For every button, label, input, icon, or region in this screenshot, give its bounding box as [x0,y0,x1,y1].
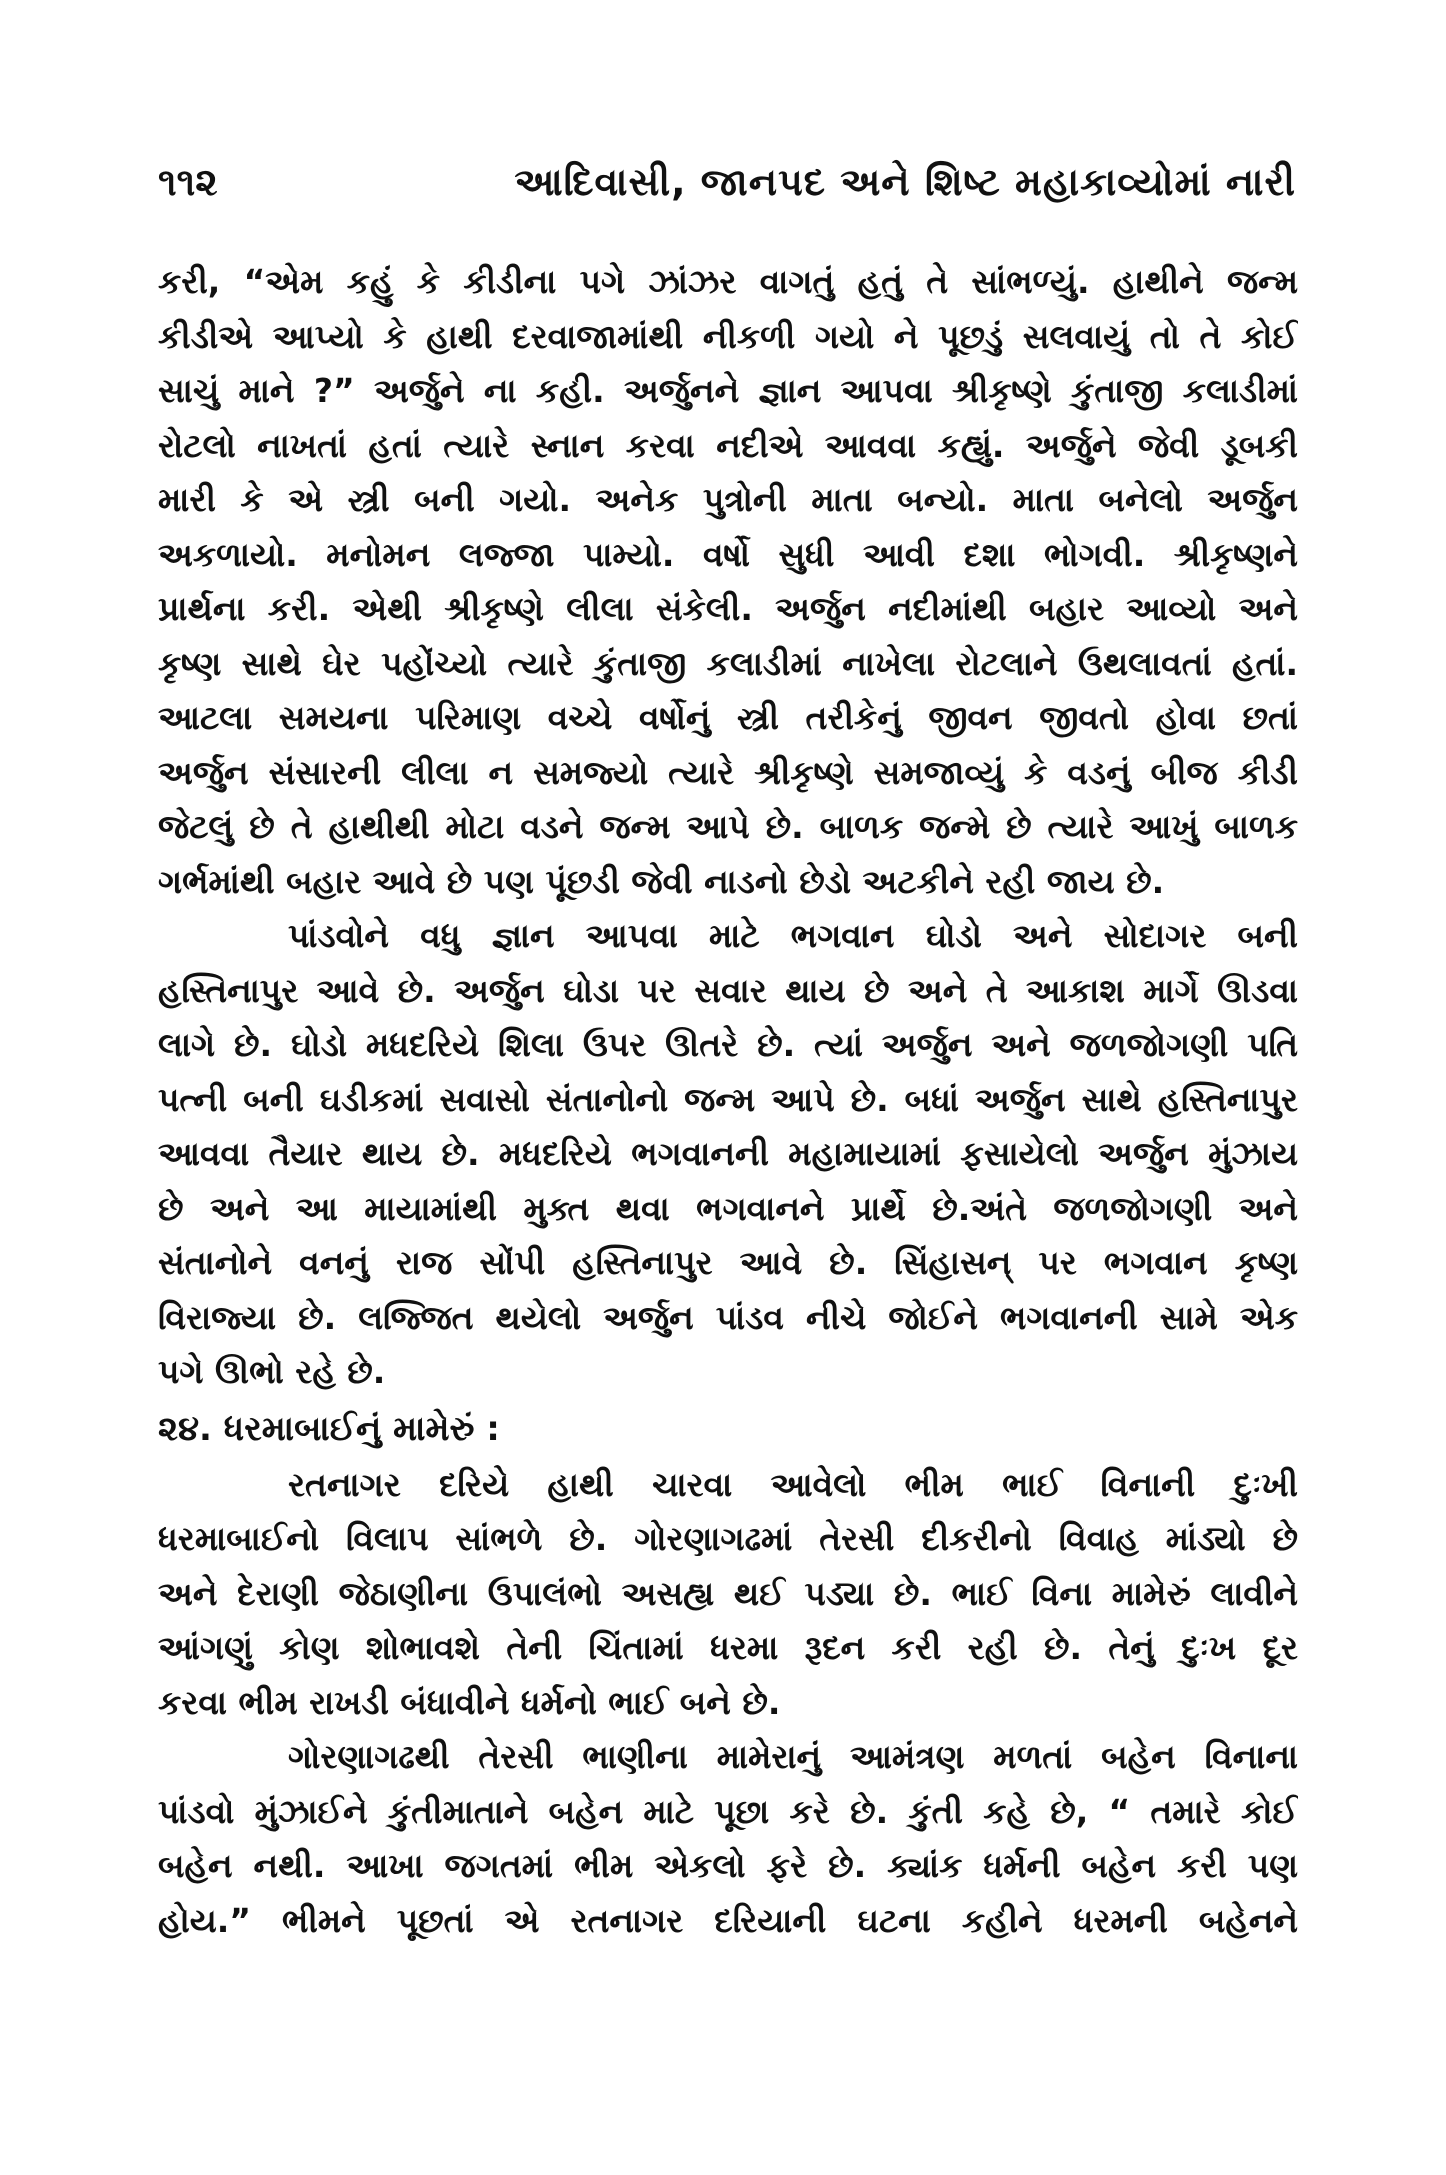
text-line: આટલા સમયના પરિમાણ વચ્ચે વર્ષોનું સ્ત્રી તરીકેનું જીવન જીવતો હોવા છતાં [158,698,1298,737]
text-line: પત્ની બની ઘડીકમાં સવાસો સંતાનોનો જન્મ આપે છે. બધાં અર્જુન સાથે હસ્તિનાપુર [158,1079,1298,1119]
page-header [158,160,1296,220]
text-line: વિરાજ્યા છે. લજ્જિત થયેલો અર્જુન પાંડવ નીચે જોઈને ભગવાનની સામે એક [158,1297,1298,1337]
text-line: બહેન નથી. આખા જગતમાં ભીમ એકલો ફરે છે. ક્યાંક ધર્મની બહેન કરી પણ [158,1846,1298,1885]
text-line: પ્રાર્થના કરી. એથી શ્રીકૃષ્ણે લીલા સંકેલી. અર્જુન નદીમાંથી બહાર આવ્યો અને [158,589,1298,628]
text-line: મારી કે એ સ્ત્રી બની ગયો. અનેક પુત્રોની માતા બન્યો. માતા બનેલો અર્જુન [158,480,1298,519]
text-line: ગર્ભમાંથી બહાર આવે છે પણ પૂંછડી જેવી નાડનો છેડો અટકીને રહી જાય છે. [158,861,1165,901]
text-line: હસ્તિનાપુર આવે છે. અર્જુન ઘોડા પર સવાર થાય છે અને તે આકાશ માર્ગે ઊડવા [158,970,1298,1010]
text-line: સાચું માને ?” અર્જુને ના કહી. અર્જુનને જ્ઞાન આપવા શ્રીકૃષ્ણે કુંતાજી કલાડીમાં [158,371,1298,410]
paragraph-first-line: ગોરણાગઢથી તેરસી ભાણીના મામેરાનું આમંત્રણ મળતાં બહેન વિનાના [288,1737,1298,1776]
paragraph-first-line: રતનાગર દરિયે હાથી ચારવા આવેલો ભીમ ભાઈ વિનાની દુઃખી [288,1464,1298,1504]
paragraph-first-line: પાંડવોને વધુ જ્ઞાન આપવા માટે ભગવાન ઘોડો અને સોદાગર બની [288,916,1298,955]
page-number: ૧૧૨ [158,160,218,204]
text-line: આવવા તૈયાર થાય છે. મધદરિયે ભગવાનની મહામાયામાં ફસાયેલો અર્જુન મુંઝાય [158,1134,1298,1173]
text-line: જેટલું છે તે હાથીથી મોટા વડને જન્મ આપે છે. બાળક જન્મે છે ત્યારે આખું બાળક [158,807,1298,846]
text-line: પાંડવો મુંઝાઈને કુંતીમાતાને બહેન માટે પૂછા કરે છે. કુંતી કહે છે, “ તમારે કોઈ [158,1791,1298,1831]
text-line: હોય.” ભીમને પૂછતાં એ રતનાગર દરિયાની ઘટના કહીને ધરમની બહેનને [158,1900,1298,1940]
text-line: અને દેરાણી જેઠાણીના ઉપાલંભો અસહ્ય થઈ પડ્યા છે. ભાઈ વિના મામેરું લાવીને [158,1573,1298,1613]
body-text [158,255,1298,1948]
text-line: ધરમાબાઈનો વિલાપ સાંભળે છે. ગોરણાગઢમાં તેરસી દીકરીનો વિવાહ માંડ્યો છે [158,1519,1298,1558]
text-line: કરી, “એમ કહું કે કીડીના પગે ઝાંઝર વાગતું હતું તે સાંભળ્યું. હાથીને જન્મ [158,262,1298,301]
text-line: આંગણું કોણ શોભાવશે તેની ચિંતામાં ધરમા રૂદન કરી રહી છે. તેનું દુઃખ દૂર [158,1628,1298,1667]
text-line: લાગે છે. ઘોડો મધદરિયે શિલા ઉપર ઊતરે છે. ત્યાં અર્જુન અને જળજોગણી પતિ [158,1025,1298,1064]
text-line: અર્જુન સંસારની લીલા ન સમજ્યો ત્યારે શ્રીકૃષ્ણે સમજાવ્યું કે વડનું બીજ કીડી [158,752,1298,792]
section-heading: ૨૪. ધરમાબાઈનું મામેરું : [158,1408,500,1449]
text-line: સંતાનોને વનનું રાજ સોંપી હસ્તિનાપુર આવે છે. સિંહાસન્ પર ભગવાન કૃષ્ણ [158,1243,1298,1282]
running-title: આદિવાસી, જાનપદ અને શિષ્ટ મહાકાવ્યોમાં નારી [514,160,1296,204]
text-line: કરવા ભીમ રાખડી બંધાવીને ધર્મનો ભાઈ બને છે. [158,1682,781,1722]
text-line: રોટલો નાખતાં હતાં ત્યારે સ્નાન કરવા નદીએ આવવા કહ્યું. અર્જુને જેવી ડૂબકી [158,425,1298,465]
text-line: છે અને આ માયામાંથી મુક્ત થવા ભગવાનને પ્રાર્થે છે.અંતે જળજોગણી અને [158,1188,1298,1228]
text-line: અકળાયો. મનોમન લજ્જા પામ્યો. વર્ષો સુધી આવી દશા ભોગવી. શ્રીકૃષ્ણને [158,534,1298,574]
text-line: કીડીએ આપ્યો કે હાથી દરવાજામાંથી નીકળી ગયો ને પૂછડું સલવાયું તો તે કોઈ [158,316,1298,356]
text-line: કૃષ્ણ સાથે ઘેર પહોંચ્યો ત્યારે કુંતાજી કલાડીમાં નાખેલા રોટલાને ઉથલાવતાં હતાં. [158,643,1298,683]
text-line: પગે ઊભો રહે છે. [158,1352,386,1391]
